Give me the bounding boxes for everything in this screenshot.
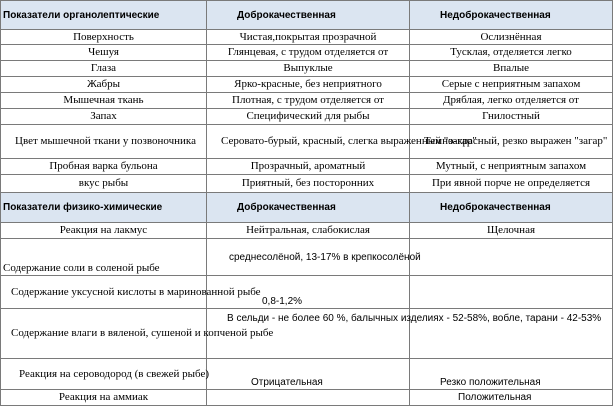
organoleptic-header-bad: Недоброкачественная xyxy=(410,1,613,30)
indicator-cell: Запах xyxy=(1,109,207,125)
table-row xyxy=(1,359,613,390)
indicator-cell: Цвет мышечной ткани у позвоночника xyxy=(1,125,207,159)
indicator-cell: Реакция на сероводород (в свежей рыбе) xyxy=(1,359,207,390)
bad-cell: Ослизнённая xyxy=(410,30,613,45)
table-row xyxy=(1,30,613,45)
physchem-header-indicator: Показатели физико-химические xyxy=(1,193,207,223)
good-cell: Серовато-бурый, красный, слегка выраженный "загар" xyxy=(207,125,410,159)
indicator-cell: Реакция на лакмус xyxy=(1,223,207,239)
table-row xyxy=(1,175,613,193)
table-row xyxy=(1,223,613,239)
good-cell: В сельди - не более 60 %, балычных изделиях - 52-58%, вобле, тарани - 42-53% xyxy=(207,309,410,359)
bad-cell: Темно-красный, резко выражен "загар" xyxy=(410,125,613,159)
good-cell xyxy=(207,390,410,406)
bad-cell: Мутный, с неприятным запахом xyxy=(410,159,613,175)
good-cell: Выпуклые xyxy=(207,61,410,77)
physchem-header-bad: Недоброкачественная xyxy=(410,193,613,223)
indicator-cell: Мышечная ткань xyxy=(1,93,207,109)
bad-cell: Дряблая, легко отделяется от xyxy=(410,93,613,109)
bad-cell: Щелочная xyxy=(410,223,613,239)
indicator-cell: Чешуя xyxy=(1,45,207,61)
bad-cell: При явной порче не определяется xyxy=(410,175,613,193)
indicator-cell: вкус рыбы xyxy=(1,175,207,193)
table-row xyxy=(1,77,613,93)
table-row xyxy=(1,309,613,359)
bad-cell: Впалые xyxy=(410,61,613,77)
bad-cell xyxy=(410,276,613,309)
indicator-cell: Реакция на аммиак xyxy=(1,390,207,406)
physchem-header-row xyxy=(1,193,613,223)
good-cell: Отрицательная xyxy=(207,359,410,390)
indicator-cell: Пробная варка бульона xyxy=(1,159,207,175)
bad-cell: Тусклая, отделяется легко xyxy=(410,45,613,61)
table-row xyxy=(1,93,613,109)
indicator-cell: Поверхность xyxy=(1,30,207,45)
bad-cell: Серые с неприятным запахом xyxy=(410,77,613,93)
table-row xyxy=(1,239,613,276)
indicator-cell: Содержание влаги в вяленой, сушеной и копченой рыбе xyxy=(1,309,207,359)
good-cell: Приятный, без посторонних xyxy=(207,175,410,193)
organoleptic-header-row xyxy=(1,1,613,30)
table-row xyxy=(1,125,613,159)
good-cell: среднесолёной, 13-17% в крепкосолёной xyxy=(207,239,410,276)
organoleptic-header-good: Доброкачественная xyxy=(207,1,410,30)
good-cell: Плотная, с трудом отделяется от xyxy=(207,93,410,109)
bad-cell: Резко положительная xyxy=(410,359,613,390)
good-cell: Ярко-красные, без неприятного xyxy=(207,77,410,93)
table-row xyxy=(1,61,613,77)
bad-cell: Гнилостный xyxy=(410,109,613,125)
good-cell: Специфический для рыбы xyxy=(207,109,410,125)
indicator-cell: Глаза xyxy=(1,61,207,77)
table-row xyxy=(1,45,613,61)
bad-cell xyxy=(410,239,613,276)
table-row xyxy=(1,390,613,406)
good-cell: Глянцевая, с трудом отделяется от xyxy=(207,45,410,61)
table-row xyxy=(1,276,613,309)
indicator-cell: Жабры xyxy=(1,77,207,93)
good-cell: Прозрачный, ароматный xyxy=(207,159,410,175)
physchem-header-good: Доброкачественная xyxy=(207,193,410,223)
good-cell: Чистая,покрытая прозрачной xyxy=(207,30,410,45)
good-cell: 0,8-1,2% xyxy=(207,276,410,309)
indicator-cell: Содержание соли в соленой рыбе xyxy=(1,239,207,276)
good-cell: Нейтральная, слабокислая xyxy=(207,223,410,239)
organoleptic-header-indicator: Показатели органолептические xyxy=(1,1,207,30)
table-row xyxy=(1,109,613,125)
table-row xyxy=(1,159,613,175)
indicator-cell: Содержание уксусной кислоты в маринованной рыбе xyxy=(1,276,207,309)
bad-cell: Положительная xyxy=(410,390,613,406)
